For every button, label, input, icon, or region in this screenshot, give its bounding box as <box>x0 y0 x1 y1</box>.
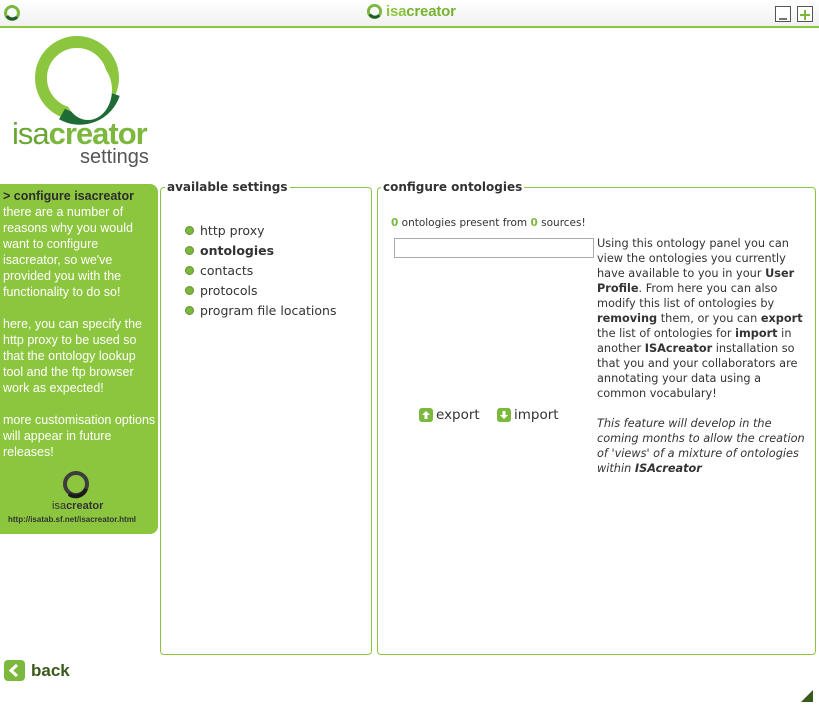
window-titlebar <box>0 0 819 28</box>
sidebar-para-2: here, you can specify the http proxy to be used so that the ontology lookup tool and the ftp browser work as expected! <box>3 317 142 395</box>
import-label: import <box>514 407 559 423</box>
title-part1: isa <box>386 3 407 20</box>
export-button[interactable] <box>419 407 480 423</box>
available-settings-title: available settings <box>167 180 288 194</box>
bullet-icon <box>185 246 194 255</box>
setting-item-label: http proxy <box>200 222 265 238</box>
available-settings-panel <box>160 180 372 655</box>
desc-text: Using this ontology panel you can view the ontologies you currently have available to you in your <box>597 237 789 280</box>
setting-item-label: contacts <box>200 262 254 278</box>
sidebar-logo-isa: isa <box>52 500 67 512</box>
configure-ontologies-panel <box>377 180 816 655</box>
maximize-button[interactable] <box>797 6 813 22</box>
settings-list <box>185 220 336 320</box>
sidebar-heading: > configure isacreator <box>3 189 134 203</box>
sidebar-info <box>0 184 158 534</box>
back-button[interactable] <box>4 660 70 681</box>
setting-item-http-proxy[interactable] <box>185 220 336 240</box>
desc-bold: import <box>735 327 778 340</box>
ontology-count-text2: sources! <box>537 217 586 229</box>
desc-bold: User Profile <box>597 267 795 295</box>
window-title <box>366 3 456 20</box>
ontology-count <box>391 217 586 229</box>
sidebar-para-3: more customisation options will appear in future releases! <box>3 413 156 459</box>
app-icon <box>3 4 21 26</box>
resize-grip-icon[interactable] <box>799 688 815 708</box>
logo-wordmark <box>12 118 147 149</box>
setting-item-label: program file locations <box>200 302 337 318</box>
export-icon <box>419 408 433 422</box>
logo-word-isa: isa <box>12 116 49 151</box>
import-icon <box>497 408 511 422</box>
setting-item-ontologies[interactable] <box>185 240 336 260</box>
minimize-icon <box>776 8 790 22</box>
setting-item-program-file-locations[interactable] <box>185 300 336 320</box>
minimize-button[interactable] <box>775 6 791 22</box>
desc-bold: ISAcreator <box>644 342 713 355</box>
import-button[interactable] <box>497 407 559 423</box>
desc-bold: export <box>760 312 803 325</box>
setting-item-label: protocols <box>200 282 258 298</box>
desc-text: . From here you can also modify this list of ontologies by <box>597 282 778 310</box>
ontology-list-field[interactable] <box>394 238 594 258</box>
note-text: This feature will develop in the coming months to allow the creation of 'views' of a mixture of ontologies within <box>597 417 805 475</box>
export-label: export <box>436 407 480 423</box>
plus-icon <box>798 8 812 22</box>
desc-text: them, or you can <box>657 312 761 325</box>
source-count-number: 0 <box>530 217 538 229</box>
description-paragraph <box>597 236 813 401</box>
setting-item-contacts[interactable] <box>185 260 336 280</box>
bullet-icon <box>185 306 194 315</box>
setting-item-label: ontologies <box>200 242 275 258</box>
ontology-count-text1: ontologies present from <box>398 217 531 229</box>
bullet-icon <box>185 286 194 295</box>
desc-text: in another <box>597 327 792 355</box>
desc-text: the list of ontologies for <box>597 327 736 340</box>
logo-subtitle: settings <box>80 146 149 168</box>
ontology-count-number: 0 <box>391 217 399 229</box>
bullet-icon <box>185 266 194 275</box>
back-label: back <box>31 660 70 680</box>
feature-note <box>597 416 813 476</box>
back-arrow-icon <box>4 660 25 681</box>
configure-ontologies-title: configure ontologies <box>383 180 523 194</box>
sidebar-para-1: there are a number of reasons why you would want to configure isacreator, so we've provided you with the functionality to do so! <box>3 205 133 299</box>
ontology-description <box>597 236 813 491</box>
desc-text: installation so that you and your collaborators are annotating your data using a common vocabulary! <box>597 342 798 400</box>
title-logo-icon <box>366 3 383 20</box>
project-url-link[interactable]: http://isatab.sf.net/isacreator.html <box>8 515 137 524</box>
desc-bold: removing <box>597 312 658 325</box>
title-part2: creator <box>406 3 456 20</box>
bullet-icon <box>185 226 194 235</box>
setting-item-protocols[interactable] <box>185 280 336 300</box>
note-bold: ISAcreator <box>634 462 702 475</box>
sidebar-logo-creator: creator <box>66 500 104 512</box>
logo-word-creator: creator <box>48 116 147 151</box>
